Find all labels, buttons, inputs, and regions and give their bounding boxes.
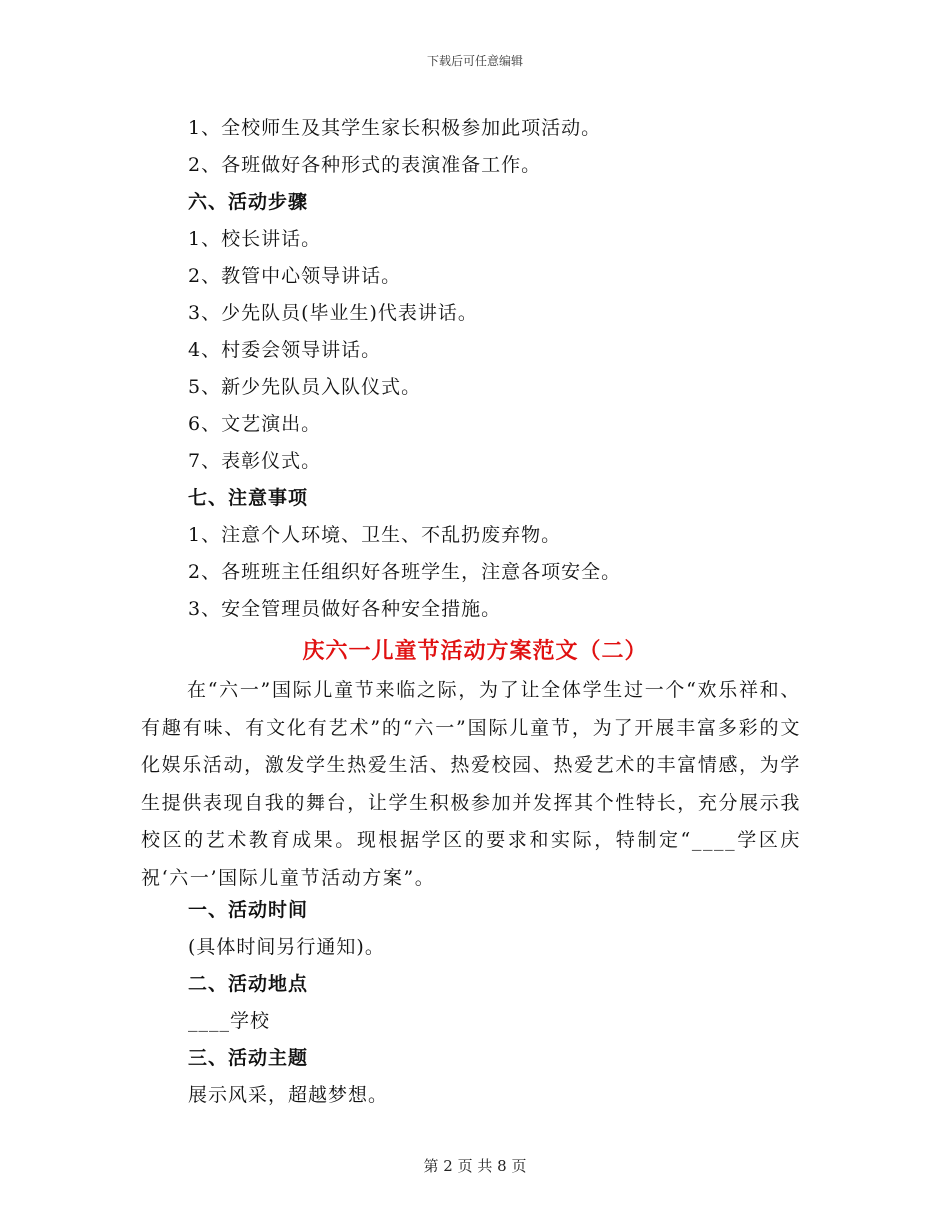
page-footer: 第 2 页 共 8 页 (423, 1157, 527, 1175)
list-item: 3、少先队员(毕业生)代表讲话。 (188, 302, 478, 324)
section-text-time: (具体时间另行通知)。 (188, 936, 385, 958)
list-item: 2、教管中心领导讲话。 (188, 265, 402, 287)
list-item: 1、校长讲话。 (188, 228, 322, 250)
list-item: 7、表彰仪式。 (188, 450, 322, 472)
section-heading-steps: 六、活动步骤 (188, 191, 309, 213)
section-heading-location: 二、活动地点 (188, 973, 309, 995)
list-item: 4、村委会领导讲话。 (188, 339, 382, 361)
list-item: 2、各班班主任组织好各班学生，注意各项安全。 (188, 561, 622, 583)
page-header: 下载后可任意编辑 (426, 54, 523, 68)
intro-paragraph: 在“六一”国际儿童节来临之际，为了让全体学生过一个“欢乐祥和、有趣有味、有文化有艺术”的“六一”国际儿童节，为了开展丰富多彩的文化娱乐活动，激发学生热爱生活、热爱校园、热爱艺术的丰富情感，为学生提供表现自我的舞台，让学生积极参加并发挥其个性特长，充分展示我校区的艺术教育成果。现根据学区的要求和实际，特制定“____学区庆祝‘六一’国际儿童节活动方案”。 (141, 679, 801, 889)
list-item: 3、安全管理员做好各种安全措施。 (188, 598, 502, 620)
list-item: 6、文艺演出。 (188, 413, 322, 435)
section-heading-theme: 三、活动主题 (188, 1047, 309, 1069)
list-item: 1、注意个人环境、卫生、不乱扔废弃物。 (188, 524, 562, 546)
section-heading-notes: 七、注意事项 (188, 487, 309, 509)
section-text-theme: 展示风采，超越梦想。 (188, 1084, 389, 1106)
list-item: 5、新少先队员入队仪式。 (188, 376, 422, 398)
list-item: 2、各班做好各种形式的表演准备工作。 (188, 154, 542, 176)
list-item: 1、全校师生及其学生家长积极参加此项活动。 (188, 117, 602, 139)
document-title: 庆六一儿童节活动方案范文（二） (302, 639, 648, 664)
section-text-location: ____学校 (188, 1010, 271, 1032)
section-heading-time: 一、活动时间 (188, 899, 309, 921)
